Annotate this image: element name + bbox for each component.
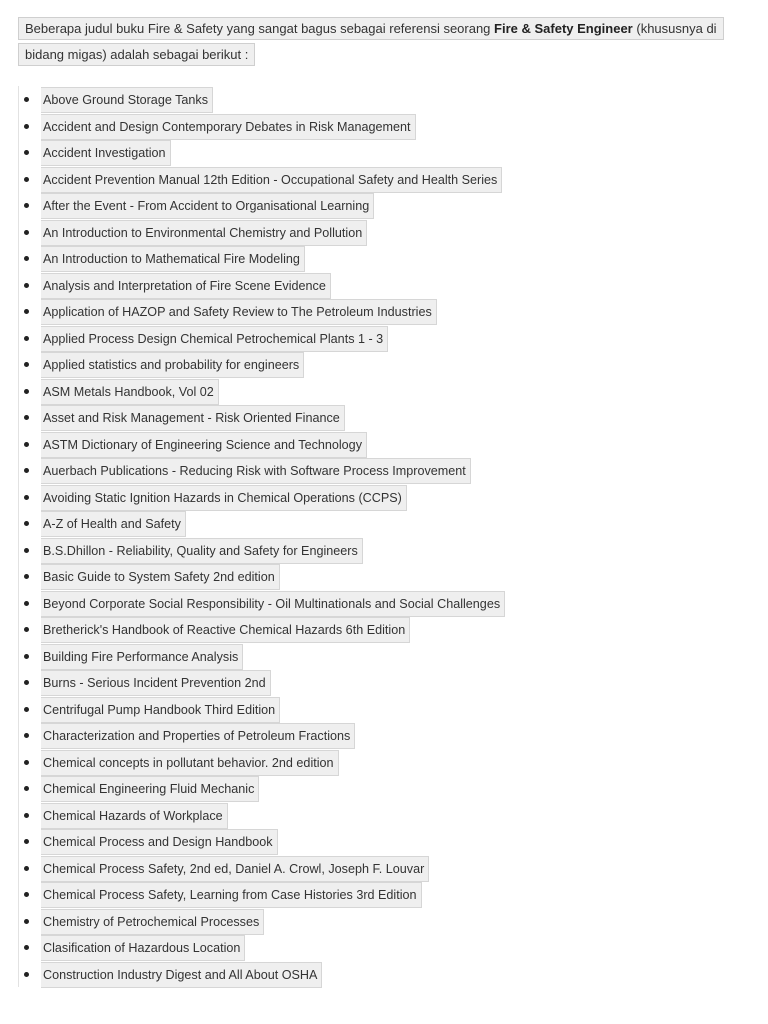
book-list-item bbox=[19, 86, 759, 113]
book-title: ASM Metals Handbook, Vol 02 bbox=[41, 379, 219, 405]
bullet-icon bbox=[24, 309, 29, 314]
book-title: A-Z of Health and Safety bbox=[41, 511, 186, 537]
book-title: Avoiding Static Ignition Hazards in Chemical Operations (CCPS) bbox=[41, 485, 407, 511]
book-title: Basic Guide to System Safety 2nd edition bbox=[41, 564, 280, 590]
book-list-item bbox=[19, 351, 759, 378]
book-list-item bbox=[19, 828, 759, 855]
book-title: Clasification of Hazardous Location bbox=[41, 935, 245, 961]
bullet-icon bbox=[24, 760, 29, 765]
bullet-icon bbox=[24, 362, 29, 367]
bullet-icon bbox=[24, 442, 29, 447]
bullet-icon bbox=[24, 574, 29, 579]
bullet-icon bbox=[24, 521, 29, 526]
book-list-item bbox=[19, 881, 759, 908]
book-title: Chemical concepts in pollutant behavior. 2nd edition bbox=[41, 750, 339, 776]
book-title: Chemical Process Safety, 2nd ed, Daniel A. Crowl, Joseph F. Louvar bbox=[41, 856, 429, 882]
book-title: Construction Industry Digest and All About OSHA bbox=[41, 962, 322, 988]
book-list-item bbox=[19, 325, 759, 352]
bullet-icon bbox=[24, 972, 29, 977]
book-list-item bbox=[19, 775, 759, 802]
bullet-icon bbox=[24, 680, 29, 685]
book-list-item bbox=[19, 749, 759, 776]
bullet-icon bbox=[24, 177, 29, 182]
book-list-item bbox=[19, 563, 759, 590]
bullet-icon bbox=[24, 389, 29, 394]
book-list-item bbox=[19, 616, 759, 643]
book-title: Chemical Process and Design Handbook bbox=[41, 829, 278, 855]
book-list-item bbox=[19, 166, 759, 193]
book-list-item bbox=[19, 669, 759, 696]
book-list-item bbox=[19, 590, 759, 617]
bullet-icon bbox=[24, 707, 29, 712]
book-title: After the Event - From Accident to Organisational Learning bbox=[41, 193, 374, 219]
intro-text-before: Beberapa judul buku Fire & Safety yang sangat bagus sebagai referensi seorang bbox=[25, 21, 495, 36]
intro-text-after: (khususnya di bidang migas) adalah sebagai berikut : bbox=[25, 21, 717, 62]
book-list-item bbox=[19, 219, 759, 246]
book-title: Asset and Risk Management - Risk Oriented Finance bbox=[41, 405, 345, 431]
bullet-icon bbox=[24, 892, 29, 897]
bullet-icon bbox=[24, 124, 29, 129]
bullet-icon bbox=[24, 495, 29, 500]
bullet-icon bbox=[24, 230, 29, 235]
book-list-item bbox=[19, 934, 759, 961]
bullet-icon bbox=[24, 468, 29, 473]
book-list-item bbox=[19, 245, 759, 272]
book-list-item bbox=[19, 272, 759, 299]
book-title: Auerbach Publications - Reducing Risk with Software Process Improvement bbox=[41, 458, 471, 484]
bullet-icon bbox=[24, 786, 29, 791]
book-list-item bbox=[19, 139, 759, 166]
book-list-item bbox=[19, 113, 759, 140]
book-title: An Introduction to Mathematical Fire Modeling bbox=[41, 246, 305, 272]
book-list-item bbox=[19, 510, 759, 537]
bullet-icon bbox=[24, 733, 29, 738]
bullet-icon bbox=[24, 627, 29, 632]
book-list-item bbox=[19, 537, 759, 564]
book-title: Bretherick's Handbook of Reactive Chemical Hazards 6th Edition bbox=[41, 617, 410, 643]
book-list-item bbox=[19, 378, 759, 405]
bullet-icon bbox=[24, 945, 29, 950]
book-title: Above Ground Storage Tanks bbox=[41, 87, 213, 113]
book-list-item bbox=[19, 192, 759, 219]
bullet-icon bbox=[24, 601, 29, 606]
intro-paragraph bbox=[18, 16, 741, 68]
book-title: Chemistry of Petrochemical Processes bbox=[41, 909, 264, 935]
book-list-item bbox=[19, 855, 759, 882]
book-list-item bbox=[19, 643, 759, 670]
book-title: B.S.Dhillon - Reliability, Quality and Safety for Engineers bbox=[41, 538, 363, 564]
book-list-item bbox=[19, 298, 759, 325]
book-title: Chemical Process Safety, Learning from Case Histories 3rd Edition bbox=[41, 882, 422, 908]
book-title: Burns - Serious Incident Prevention 2nd bbox=[41, 670, 271, 696]
bullet-icon bbox=[24, 919, 29, 924]
book-list-item bbox=[19, 722, 759, 749]
book-list-item bbox=[19, 908, 759, 935]
bullet-icon bbox=[24, 150, 29, 155]
bullet-icon bbox=[24, 415, 29, 420]
book-title: An Introduction to Environmental Chemistry and Pollution bbox=[41, 220, 367, 246]
book-list-item bbox=[19, 431, 759, 458]
book-title: Chemical Engineering Fluid Mechanic bbox=[41, 776, 259, 802]
bullet-icon bbox=[24, 839, 29, 844]
bullet-icon bbox=[24, 283, 29, 288]
book-title: Accident and Design Contemporary Debates in Risk Management bbox=[41, 114, 416, 140]
book-title: Applied statistics and probability for engineers bbox=[41, 352, 304, 378]
intro-text-block bbox=[18, 17, 724, 66]
book-title: Building Fire Performance Analysis bbox=[41, 644, 243, 670]
book-title: ASTM Dictionary of Engineering Science and Technology bbox=[41, 432, 367, 458]
bullet-icon bbox=[24, 336, 29, 341]
bullet-icon bbox=[24, 866, 29, 871]
intro-bold-role: Fire & Safety Engineer bbox=[494, 21, 633, 36]
bullet-icon bbox=[24, 654, 29, 659]
book-list bbox=[18, 86, 759, 987]
book-title: Beyond Corporate Social Responsibility - Oil Multinationals and Social Challenges bbox=[41, 591, 505, 617]
bullet-icon bbox=[24, 97, 29, 102]
book-title: Applied Process Design Chemical Petrochemical Plants 1 - 3 bbox=[41, 326, 388, 352]
book-list-item bbox=[19, 484, 759, 511]
book-list-item bbox=[19, 696, 759, 723]
book-title: Accident Prevention Manual 12th Edition - Occupational Safety and Health Series bbox=[41, 167, 502, 193]
book-list-item bbox=[19, 961, 759, 988]
book-list-item bbox=[19, 802, 759, 829]
book-list-item bbox=[19, 457, 759, 484]
book-list-item bbox=[19, 404, 759, 431]
bullet-icon bbox=[24, 203, 29, 208]
book-title: Application of HAZOP and Safety Review to The Petroleum Industries bbox=[41, 299, 437, 325]
book-title: Analysis and Interpretation of Fire Scene Evidence bbox=[41, 273, 331, 299]
bullet-icon bbox=[24, 548, 29, 553]
book-title: Accident Investigation bbox=[41, 140, 171, 166]
bullet-icon bbox=[24, 256, 29, 261]
book-title: Centrifugal Pump Handbook Third Edition bbox=[41, 697, 280, 723]
book-title: Chemical Hazards of Workplace bbox=[41, 803, 228, 829]
bullet-icon bbox=[24, 813, 29, 818]
book-title: Characterization and Properties of Petroleum Fractions bbox=[41, 723, 355, 749]
